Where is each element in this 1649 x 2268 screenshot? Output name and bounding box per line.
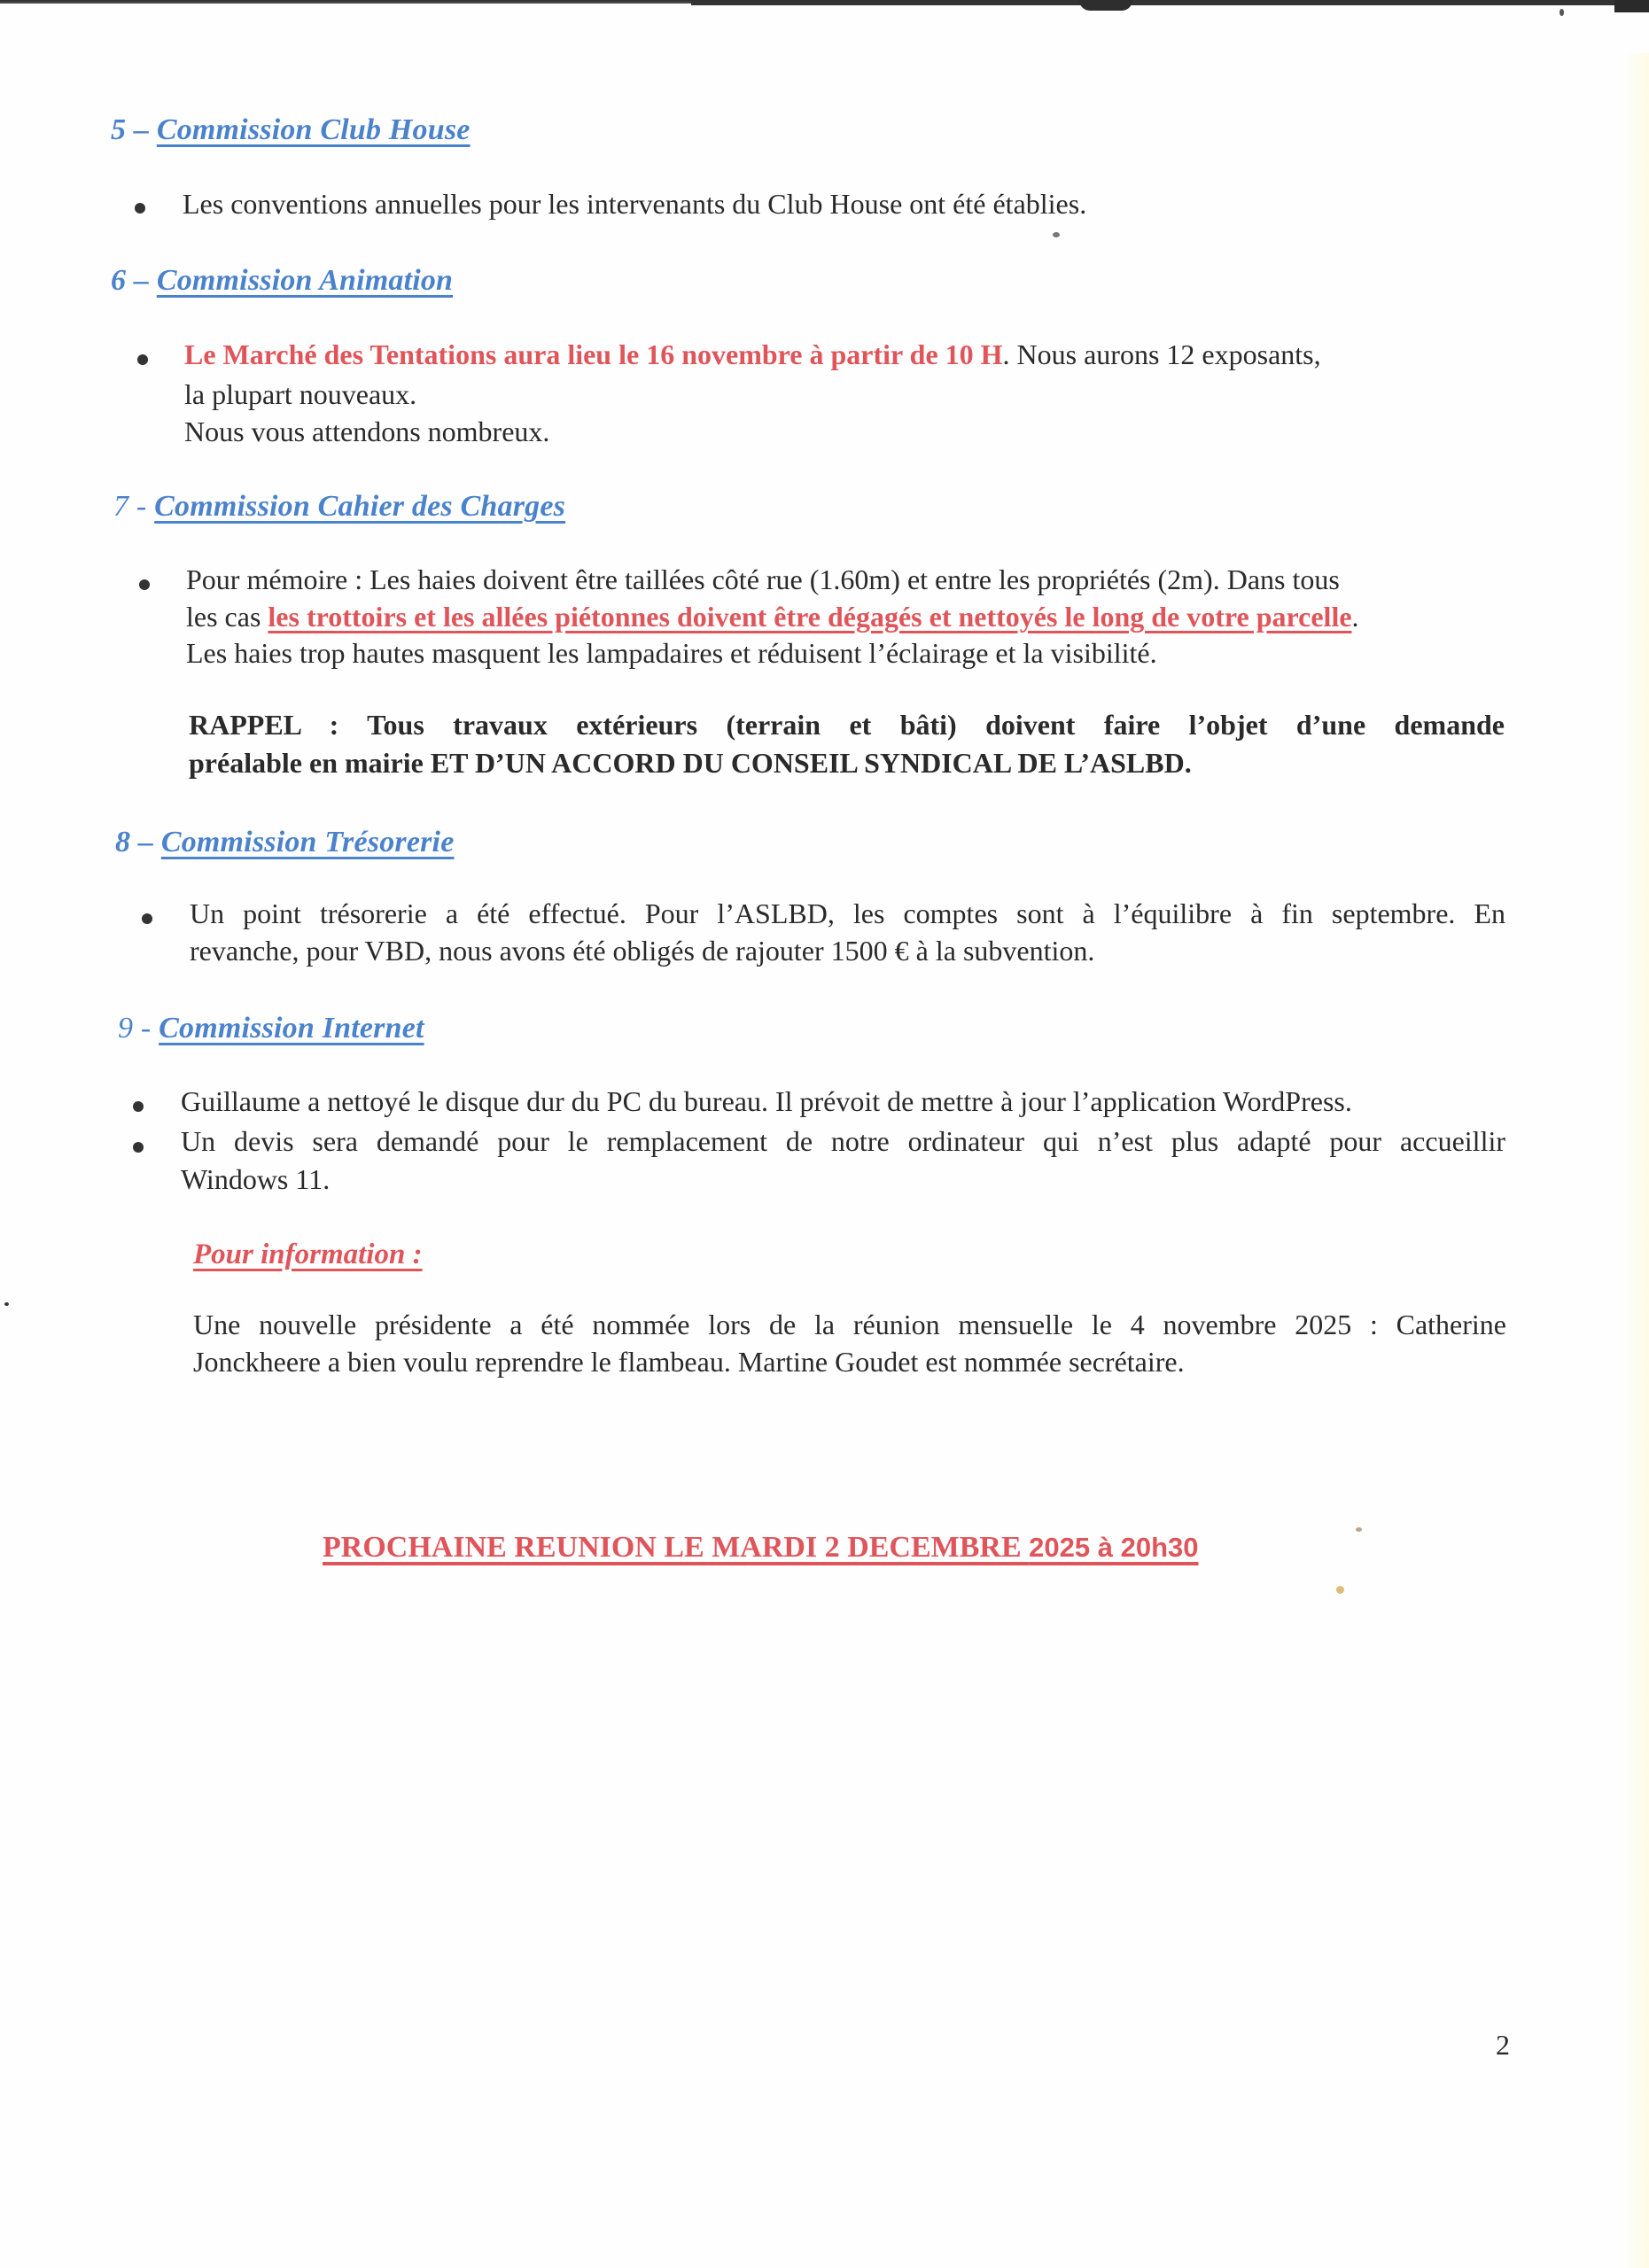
bullet-icon — [135, 203, 145, 214]
section-title: Commission Trésorerie — [160, 826, 455, 858]
bullet-text-continued: revanche, pour VBD, nous avons été obligés de rajouter 1500 € à la subvention. — [190, 935, 1095, 967]
scan-paper-tint — [1622, 53, 1649, 2268]
bullet-icon — [139, 579, 150, 590]
section-number: 8 – — [115, 826, 154, 858]
bullet-text-continued: Windows 11. — [181, 1163, 331, 1195]
bullet-text-continued: Nous vous attendons nombreux. — [184, 416, 550, 447]
section-number: 9 - — [118, 1012, 152, 1045]
bullet-icon — [142, 913, 152, 924]
event-highlight: Le Marché des Tentations aura lieu le 16 novembre à partir de 10 H — [184, 338, 1003, 370]
scan-corner — [1614, 0, 1649, 12]
bullet-icon — [133, 1142, 144, 1153]
bullet-icon — [137, 354, 148, 365]
bullet-text-continued: Les haies trop hautes masquent les lampadaires et réduisent l’éclairage et la visibilité. — [186, 637, 1157, 669]
scan-speck — [1560, 9, 1564, 16]
section-title: Commission Cahier des Charges — [154, 490, 566, 523]
bullet-text: Pour mémoire : Les haies doivent être taillées côté rue (1.60m) et entre les propriétés (2m). Dans tous — [186, 563, 1340, 595]
scan-speck — [1336, 1586, 1344, 1594]
section-title: Commission Club House — [156, 113, 471, 146]
scan-notch — [1079, 0, 1132, 11]
section-number: 7 - — [113, 490, 147, 523]
section-heading-5 — [111, 113, 471, 147]
next-meeting-date: PROCHAINE REUNION LE MARDI 2 DECEMBRE — [323, 1531, 1030, 1564]
bullet-text: Guillaume a nettoyé le disque dur du PC du bureau. Il prévoit de mettre à jour l’application WordPress. — [181, 1085, 1352, 1117]
section-heading-6 — [111, 264, 453, 298]
section-heading-8 — [115, 826, 455, 859]
scan-speck — [4, 1302, 9, 1306]
rappel-line-2: préalable en mairie ET D’UN ACCORD DU CONSEIL SYNDICAL DE L’ASLBD. — [189, 747, 1192, 779]
info-title: Pour information : — [193, 1239, 423, 1270]
scan-speck — [1053, 232, 1060, 237]
bullet-text: Un devis sera demandé pour le remplacement de notre ordinateur qui n’est plus adapté pour accueillir — [181, 1125, 1505, 1157]
info-paragraph-line-1: Une nouvelle présidente a été nommée lors de la réunion mensuelle le 4 novembre 2025 : Catherine — [193, 1309, 1506, 1340]
rappel-line-1: RAPPEL : Tous travaux extérieurs (terrain et bâti) doivent faire l’objet d’une demande — [189, 709, 1505, 741]
section-number: 6 – — [111, 264, 150, 297]
bullet-text: Un point trésorerie a été effectué. Pour l’ASLBD, les comptes sont à l’équilibre à fin septembre. En — [190, 897, 1505, 929]
page-number: 2 — [1496, 2029, 1510, 2061]
next-meeting-time: 2025 à 20h30 — [1029, 1532, 1199, 1563]
sidewalk-highlight: les trottoirs et les allées piétonnes doivent être dégagés et nettoyés le long de votre parcelle — [268, 601, 1352, 633]
bullet-text — [184, 338, 1321, 371]
section-title: Commission Internet — [159, 1012, 424, 1045]
info-paragraph-line-2: Jonckheere a bien voulu reprendre le flambeau. Martine Goudet est nommée secrétaire. — [193, 1346, 1185, 1378]
next-meeting-announcement — [323, 1531, 1199, 1565]
bullet-text-continued — [186, 601, 1359, 633]
section-heading-9 — [118, 1012, 424, 1045]
scan-edge-top-thick — [691, 0, 1648, 5]
section-title: Commission Animation — [156, 264, 454, 297]
scan-speck — [1356, 1527, 1362, 1532]
bullet-icon — [133, 1101, 144, 1112]
section-heading-7 — [113, 490, 565, 524]
section-number: 5 – — [111, 113, 150, 146]
event-details: . Nous aurons 12 exposants, — [1002, 338, 1321, 370]
bullet-text-continued: la plupart nouveaux. — [184, 378, 417, 410]
bullet-text: Les conventions annuelles pour les intervenants du Club House ont été établies. — [183, 188, 1087, 220]
text-prefix: les cas — [186, 601, 268, 633]
text-suffix: . — [1351, 601, 1359, 633]
